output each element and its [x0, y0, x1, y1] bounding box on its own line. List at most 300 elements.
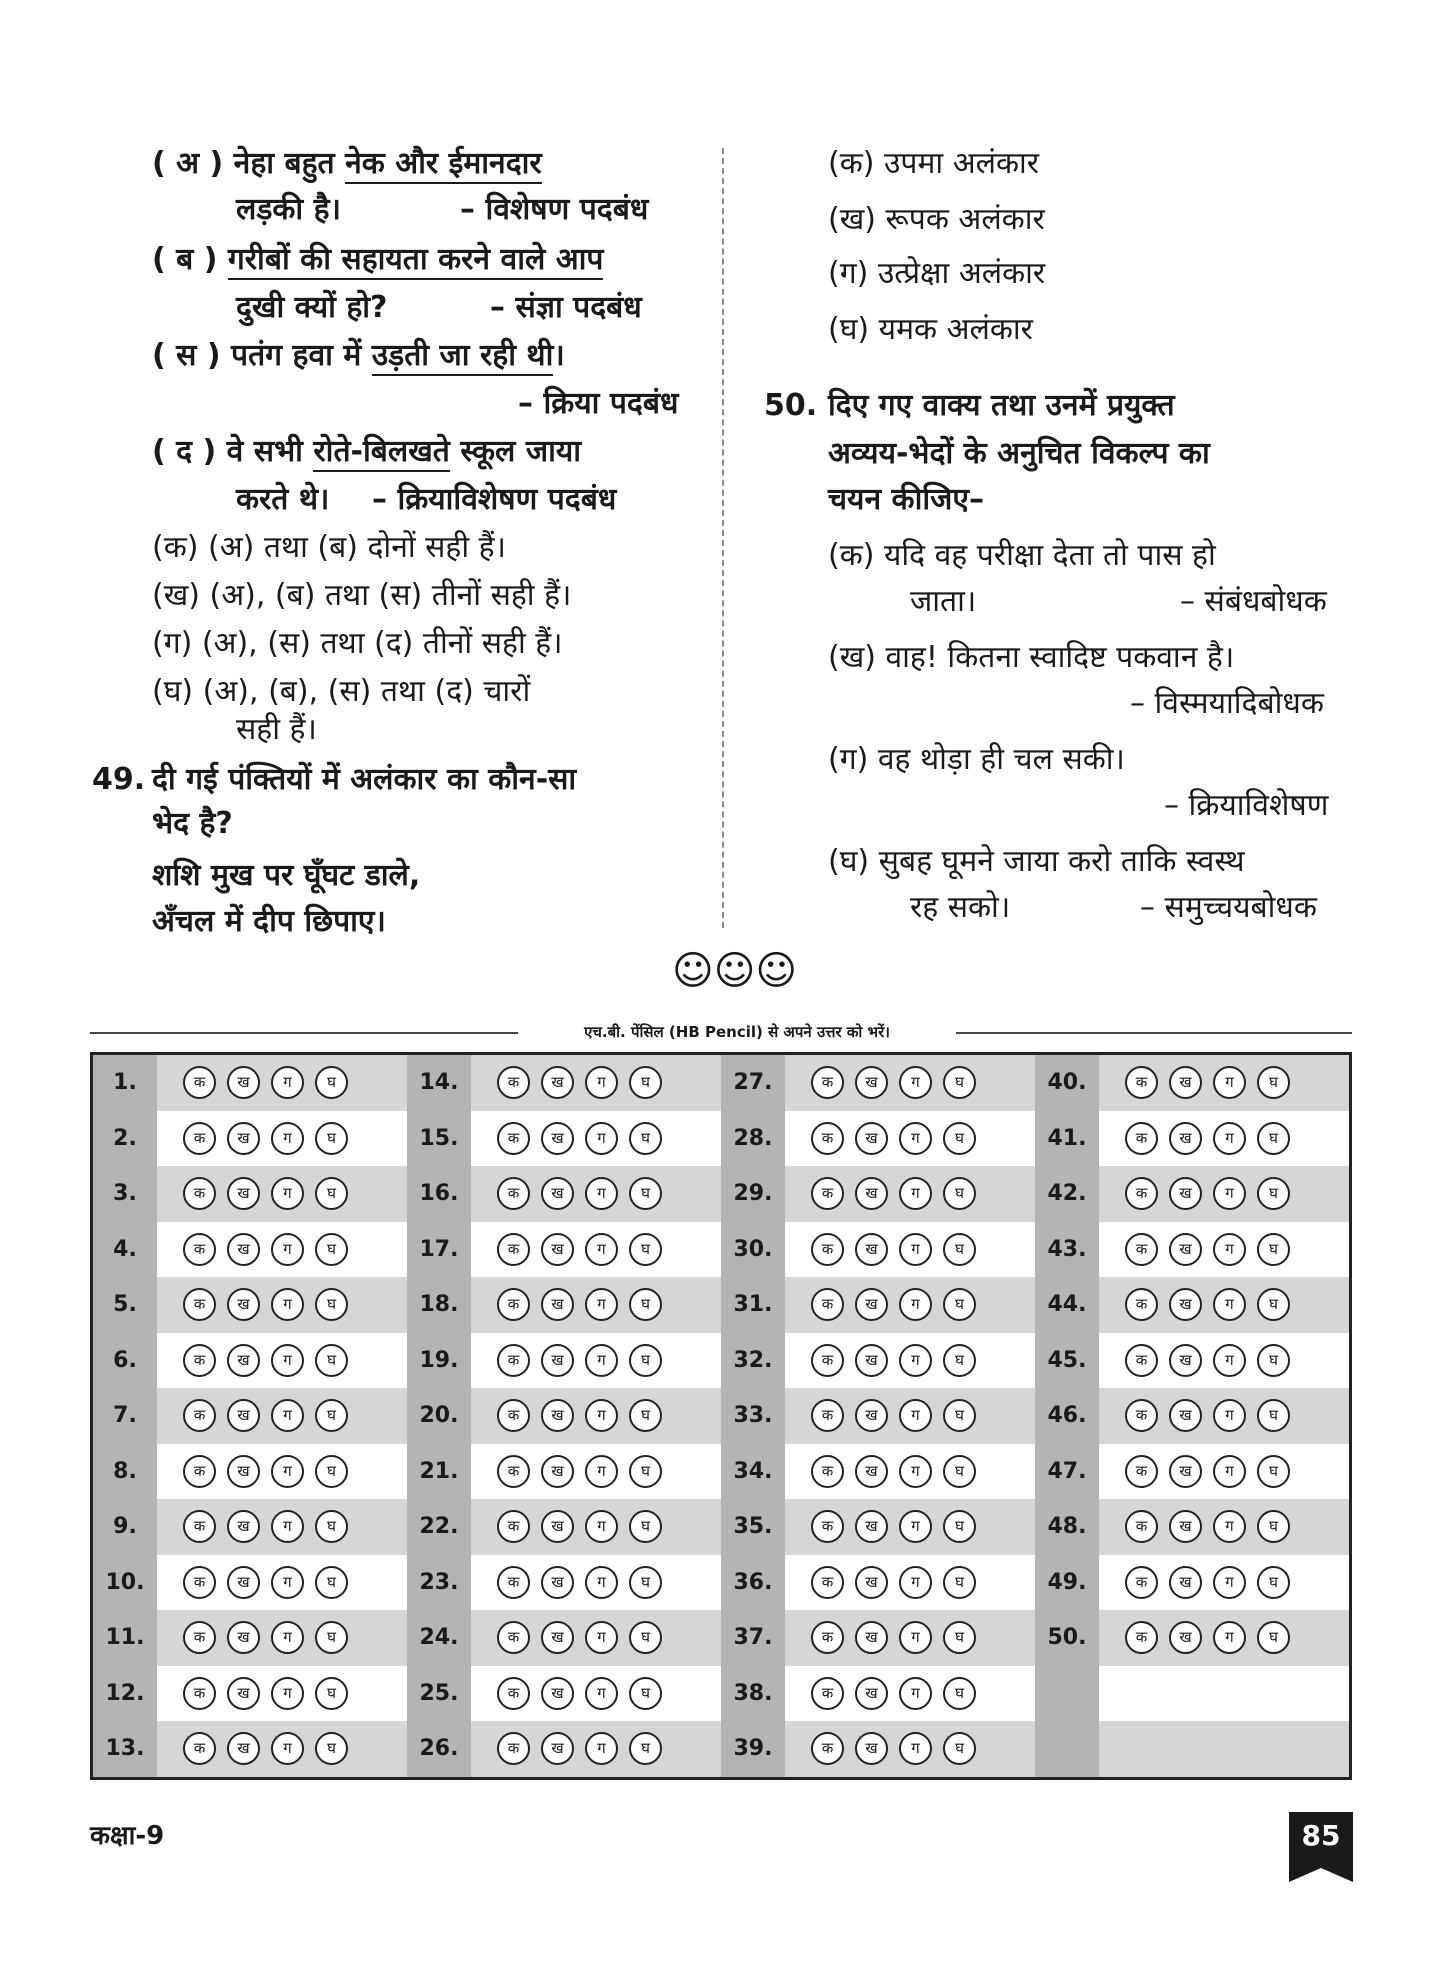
q48-statement-a-line1 [152, 146, 542, 182]
question-number: 20. [419, 1403, 459, 1428]
answer-bubble[interactable]: क [183, 1177, 216, 1210]
answer-bubble[interactable]: क [183, 1621, 216, 1654]
answer-bubble[interactable]: घ [315, 1399, 348, 1432]
answer-bubble[interactable]: ख [227, 1233, 260, 1266]
q48-option-k: (क) (अ) तथा (ब) दोनों सही हैं। [152, 530, 506, 565]
answer-bubble[interactable]: घ [629, 1732, 662, 1765]
answer-bubble[interactable]: ख [1169, 1344, 1202, 1377]
answer-bubble[interactable]: ख [1169, 1177, 1202, 1210]
q50-option-gh-line1: (घ) सुबह घूमने जाया करो ताकि स्वस्थ [828, 844, 1245, 879]
answer-bubble[interactable]: क [497, 1621, 530, 1654]
question-number: 15. [419, 1125, 459, 1151]
q49-question-line1: दी गई पंक्तियों में अलंकार का कौन-सा [152, 762, 577, 797]
answer-bubble[interactable]: ख [855, 1233, 888, 1266]
question-number: 35. [733, 1514, 773, 1539]
question-number: 13. [105, 1736, 145, 1761]
answer-bubble[interactable]: ग [899, 1288, 932, 1321]
answer-bubble[interactable]: ग [1213, 1455, 1246, 1488]
answer-bubble[interactable]: क [811, 1455, 844, 1488]
answer-bubble[interactable]: ख [541, 1455, 574, 1488]
answer-bubble[interactable]: ख [1169, 1621, 1202, 1654]
answer-bubble[interactable]: ख [541, 1344, 574, 1377]
q50-option-g-line1: (ग) वह थोड़ा ही चल सकी। [828, 742, 1125, 777]
q48-statement-d-text: ( द ) वे सभी [152, 434, 314, 469]
answer-bubble[interactable]: क [1125, 1233, 1158, 1266]
answer-bubble[interactable]: ग [585, 1677, 618, 1710]
answer-bubble[interactable]: क [497, 1732, 530, 1765]
answer-bubble[interactable]: ख [1169, 1399, 1202, 1432]
question-number: 46. [1047, 1403, 1087, 1428]
answer-bubble[interactable]: ग [271, 1510, 304, 1543]
answer-bubble[interactable]: ग [899, 1510, 932, 1543]
q50-option-kh-line1: (ख) वाह! कितना स्वादिष्ट पकवान है। [828, 640, 1235, 675]
answer-bubble[interactable]: ग [271, 1288, 304, 1321]
question-number: 3. [113, 1181, 137, 1206]
answer-bubble[interactable]: घ [943, 1288, 976, 1321]
q48-option-g: (ग) (अ), (स) तथा (द) तीनों सही हैं। [152, 626, 563, 661]
answer-bubble[interactable]: ग [585, 1621, 618, 1654]
answer-bubble[interactable]: ग [271, 1621, 304, 1654]
answer-bubble[interactable]: ख [227, 1510, 260, 1543]
answer-bubble[interactable]: क [1125, 1344, 1158, 1377]
question-number: 33. [733, 1403, 773, 1428]
answer-bubble[interactable]: क [811, 1233, 844, 1266]
answer-bubble[interactable]: घ [315, 1732, 348, 1765]
answer-bubble[interactable]: क [811, 1288, 844, 1321]
question-number: 38. [733, 1680, 773, 1706]
answer-bubble[interactable]: घ [1257, 1288, 1290, 1321]
answer-bubble[interactable]: ग [585, 1177, 618, 1210]
answer-bubble[interactable]: क [497, 1344, 530, 1377]
question-number: 47. [1047, 1458, 1087, 1484]
q48-option-kh: (ख) (अ), (ब) तथा (स) तीनों सही हैं। [152, 578, 572, 613]
answer-bubble[interactable]: घ [629, 1455, 662, 1488]
answer-bubble[interactable]: ग [271, 1677, 304, 1710]
answer-bubble[interactable]: घ [315, 1288, 348, 1321]
answer-bubble[interactable]: क [497, 1066, 530, 1099]
answer-bubble[interactable]: घ [629, 1344, 662, 1377]
question-number: 32. [733, 1347, 773, 1373]
answer-bubble[interactable]: क [183, 1732, 216, 1765]
q50-option-k-line2: जाता। [910, 584, 977, 619]
q48-statement-d-rest: स्कूल जाया [449, 434, 582, 469]
q48-statement-b-underlined: गरीबों की सहायता करने वाले आप [228, 242, 604, 280]
answer-bubble[interactable]: घ [943, 1510, 976, 1543]
answer-bubble[interactable]: घ [1257, 1066, 1290, 1099]
q48-statement-a-line2: लड़की है। [236, 192, 341, 227]
answer-bubble[interactable]: क [497, 1566, 530, 1599]
answer-bubble[interactable]: ग [1213, 1566, 1246, 1599]
omr-answer-grid [90, 1052, 1352, 1780]
answer-bubble[interactable]: ख [227, 1066, 260, 1099]
answer-bubble[interactable]: ख [855, 1455, 888, 1488]
answer-bubble[interactable]: क [183, 1399, 216, 1432]
answer-bubble[interactable]: ग [585, 1732, 618, 1765]
answer-bubble[interactable]: घ [943, 1399, 976, 1432]
answer-bubble[interactable]: घ [1257, 1122, 1290, 1155]
question-number: 24. [419, 1625, 459, 1650]
answer-bubble[interactable]: ग [1213, 1122, 1246, 1155]
q49-option-gh: (घ) यमक अलंकार [828, 312, 1033, 347]
answer-bubble[interactable]: ग [271, 1566, 304, 1599]
answer-bubble[interactable]: क [811, 1510, 844, 1543]
answer-bubble[interactable]: घ [943, 1621, 976, 1654]
question-number: 40. [1047, 1070, 1087, 1095]
answer-bubble[interactable]: क [811, 1621, 844, 1654]
answer-bubble[interactable]: क [497, 1455, 530, 1488]
q49-poem-line1: शशि मुख पर घूँघट डाले, [152, 858, 421, 893]
q48-statement-b-label: ( ब ) [152, 242, 228, 277]
q48-option-gh-line1: (घ) (अ), (ब), (स) तथा (द) चारों [152, 674, 531, 709]
answer-bubble[interactable]: क [811, 1177, 844, 1210]
omr-instruction: एच.बी. पेंसिल (HB Pencil) से अपने उत्तर को भरें। [584, 1023, 890, 1041]
answer-bubble[interactable]: क [1125, 1288, 1158, 1321]
q48-statement-d-underlined: रोते-बिलखते [313, 434, 449, 472]
answer-bubble[interactable]: घ [315, 1122, 348, 1155]
answer-bubble[interactable]: ख [541, 1177, 574, 1210]
answer-bubble[interactable]: ख [227, 1344, 260, 1377]
answer-bubble[interactable]: घ [1257, 1233, 1290, 1266]
q48-statement-b-tag: – संज्ञा पदबंध [490, 290, 642, 325]
q48-statement-s-line1 [152, 338, 565, 374]
answer-bubble[interactable]: घ [629, 1677, 662, 1710]
answer-bubble[interactable]: क [497, 1177, 530, 1210]
answer-bubble[interactable]: घ [315, 1621, 348, 1654]
q48-statement-b-line1 [152, 242, 603, 278]
column-divider [722, 148, 724, 928]
answer-bubble[interactable]: ग [271, 1455, 304, 1488]
answer-bubble[interactable]: क [1125, 1566, 1158, 1599]
answer-bubble[interactable]: ख [541, 1233, 574, 1266]
q48-statement-s-end: । [553, 338, 565, 373]
answer-bubble[interactable]: घ [315, 1566, 348, 1599]
answer-bubble[interactable]: ख [855, 1677, 888, 1710]
q48-statement-s-tag: – क्रिया पदबंध [518, 386, 679, 421]
answer-bubble[interactable]: घ [1257, 1177, 1290, 1210]
answer-bubble[interactable]: क [497, 1233, 530, 1266]
q48-statement-d-tag: – क्रियाविशेषण पदबंध [372, 482, 617, 517]
answer-bubble[interactable]: ग [899, 1344, 932, 1377]
q49-option-g: (ग) उत्प्रेक्षा अलंकार [828, 256, 1046, 291]
q48-statement-d-line1 [152, 434, 581, 470]
answer-bubble[interactable]: क [183, 1122, 216, 1155]
q48-statement-a-text: ( अ ) नेहा बहुत [152, 146, 346, 181]
answer-bubble[interactable]: घ [943, 1177, 976, 1210]
q49-number: 49. [92, 762, 146, 797]
answer-bubble[interactable]: ग [585, 1233, 618, 1266]
answer-bubble[interactable]: ख [1169, 1288, 1202, 1321]
answer-bubble[interactable]: क [497, 1399, 530, 1432]
answer-bubble[interactable]: ख [1169, 1566, 1202, 1599]
q48-statement-b-line2: दुखी क्यों हो? [236, 290, 388, 325]
answer-bubble[interactable]: ग [1213, 1177, 1246, 1210]
answer-bubble[interactable]: घ [315, 1510, 348, 1543]
answer-bubble[interactable]: ग [271, 1344, 304, 1377]
question-number: 49. [1047, 1569, 1087, 1595]
answer-bubble[interactable]: घ [315, 1066, 348, 1099]
answer-bubble[interactable]: ख [1169, 1510, 1202, 1543]
answer-bubble[interactable]: घ [629, 1122, 662, 1155]
answer-bubble[interactable]: घ [629, 1566, 662, 1599]
answer-bubble[interactable]: क [1125, 1066, 1158, 1099]
question-number: 6. [113, 1347, 137, 1373]
answer-bubble[interactable]: ख [227, 1288, 260, 1321]
answer-bubble[interactable]: ख [227, 1455, 260, 1488]
answer-bubble[interactable]: ख [855, 1177, 888, 1210]
answer-bubble[interactable]: क [1125, 1399, 1158, 1432]
question-number: 29. [733, 1181, 773, 1206]
q49-option-k: (क) उपमा अलंकार [828, 146, 1040, 181]
answer-bubble[interactable]: ख [227, 1177, 260, 1210]
q49-poem-line2: अँचल में दीप छिपाए। [152, 904, 386, 939]
answer-bubble[interactable]: ख [1169, 1066, 1202, 1099]
answer-bubble[interactable]: ग [1213, 1066, 1246, 1099]
question-number: 4. [113, 1236, 137, 1262]
answer-bubble[interactable]: क [1125, 1455, 1158, 1488]
q48-statement-a-tag: – विशेषण पदबंध [460, 192, 649, 227]
smiley-faces-icon: ☺☺☺ [672, 948, 798, 994]
answer-bubble[interactable]: घ [1257, 1510, 1290, 1543]
page-number: 85 [1301, 1819, 1341, 1852]
question-number: 2. [113, 1125, 137, 1151]
answer-bubble[interactable]: ग [585, 1344, 618, 1377]
answer-bubble[interactable]: ख [227, 1122, 260, 1155]
class-label: कक्षा-9 [90, 1821, 165, 1851]
answer-bubble[interactable]: ख [855, 1399, 888, 1432]
q50-question-line2: अव्यय-भेदों के अनुचित विकल्प का [828, 436, 1210, 471]
answer-bubble[interactable]: ग [271, 1732, 304, 1765]
answer-bubble[interactable]: ख [541, 1066, 574, 1099]
answer-bubble[interactable]: घ [1257, 1566, 1290, 1599]
answer-bubble[interactable]: क [1125, 1177, 1158, 1210]
answer-bubble[interactable]: घ [629, 1621, 662, 1654]
answer-bubble[interactable]: घ [315, 1677, 348, 1710]
answer-bubble[interactable]: ख [541, 1399, 574, 1432]
answer-bubble[interactable]: क [183, 1510, 216, 1543]
answer-bubble[interactable]: क [497, 1288, 530, 1321]
answer-bubble[interactable]: क [497, 1677, 530, 1710]
answer-bubble[interactable]: ग [899, 1177, 932, 1210]
answer-bubble[interactable]: ग [271, 1399, 304, 1432]
question-number: 41. [1047, 1125, 1087, 1151]
q49-option-kh: (ख) रूपक अलंकार [828, 202, 1045, 237]
answer-bubble[interactable]: घ [629, 1510, 662, 1543]
question-number: 45. [1047, 1347, 1087, 1373]
answer-bubble[interactable]: ग [899, 1732, 932, 1765]
answer-bubble[interactable]: ग [899, 1566, 932, 1599]
question-number: 50. [1047, 1625, 1087, 1650]
answer-bubble[interactable]: घ [943, 1455, 976, 1488]
q48-statement-s-underlined: उड़ती जा रही थी [372, 338, 554, 376]
answer-bubble[interactable]: ग [899, 1122, 932, 1155]
q50-question-line1: दिए गए वाक्य तथा उनमें प्रयुक्त [828, 388, 1175, 423]
question-number: 7. [113, 1403, 137, 1428]
answer-bubble[interactable]: ख [541, 1677, 574, 1710]
question-number: 31. [733, 1292, 773, 1317]
q50-option-gh-tag: – समुच्चयबोधक [1140, 890, 1317, 925]
question-number: 9. [113, 1514, 137, 1539]
instruction-rule-left [90, 1032, 518, 1034]
q48-statement-s-text: ( स ) पतंग हवा में [152, 338, 372, 373]
answer-bubble[interactable]: ख [227, 1399, 260, 1432]
question-number: 30. [733, 1236, 773, 1262]
answer-bubble[interactable]: क [183, 1677, 216, 1710]
answer-bubble[interactable]: ख [855, 1122, 888, 1155]
answer-bubble[interactable]: क [811, 1677, 844, 1710]
answer-bubble[interactable]: घ [1257, 1455, 1290, 1488]
instruction-rule-right [956, 1032, 1352, 1034]
answer-bubble[interactable]: ग [585, 1288, 618, 1321]
answer-bubble[interactable]: क [183, 1566, 216, 1599]
answer-bubble[interactable]: ख [1169, 1122, 1202, 1155]
answer-bubble[interactable]: घ [943, 1233, 976, 1266]
answer-bubble[interactable]: ग [899, 1455, 932, 1488]
answer-bubble[interactable]: क [811, 1399, 844, 1432]
answer-bubble[interactable]: घ [1257, 1399, 1290, 1432]
answer-bubble[interactable]: घ [315, 1344, 348, 1377]
answer-bubble[interactable]: ग [271, 1177, 304, 1210]
answer-bubble[interactable]: ग [899, 1233, 932, 1266]
answer-bubble[interactable]: ख [541, 1732, 574, 1765]
question-number: 48. [1047, 1514, 1087, 1539]
answer-bubble[interactable]: क [497, 1510, 530, 1543]
answer-bubble[interactable]: ख [855, 1566, 888, 1599]
answer-bubble[interactable]: ग [271, 1233, 304, 1266]
answer-bubble[interactable]: ख [227, 1621, 260, 1654]
question-number: 14. [419, 1070, 459, 1095]
answer-bubble[interactable]: घ [315, 1233, 348, 1266]
answer-bubble[interactable]: ख [855, 1288, 888, 1321]
q50-option-kh-tag: – विस्मयादिबोधक [1130, 686, 1324, 721]
answer-bubble[interactable]: ग [585, 1455, 618, 1488]
answer-bubble[interactable]: क [183, 1233, 216, 1266]
question-number: 25. [419, 1680, 459, 1706]
answer-bubble[interactable]: घ [1257, 1621, 1290, 1654]
answer-bubble[interactable]: ग [899, 1621, 932, 1654]
question-number: 27. [733, 1070, 773, 1095]
question-number: 11. [105, 1625, 145, 1650]
answer-bubble[interactable]: क [811, 1066, 844, 1099]
question-number: 36. [733, 1569, 773, 1595]
answer-bubble[interactable]: ग [585, 1510, 618, 1543]
answer-bubble[interactable]: घ [943, 1732, 976, 1765]
answer-bubble[interactable]: क [183, 1066, 216, 1099]
answer-bubble[interactable]: घ [1257, 1344, 1290, 1377]
answer-bubble[interactable]: ख [227, 1732, 260, 1765]
answer-bubble[interactable]: ग [271, 1066, 304, 1099]
answer-bubble[interactable]: ग [1213, 1233, 1246, 1266]
answer-bubble[interactable]: क [1125, 1122, 1158, 1155]
answer-bubble[interactable]: क [811, 1344, 844, 1377]
answer-bubble[interactable]: ख [1169, 1233, 1202, 1266]
answer-bubble[interactable]: क [183, 1455, 216, 1488]
q48-statement-a-underlined: नेक और ईमानदार [345, 146, 542, 184]
question-number: 44. [1047, 1292, 1087, 1317]
answer-bubble[interactable]: ख [227, 1566, 260, 1599]
answer-bubble[interactable]: क [1125, 1621, 1158, 1654]
answer-bubble[interactable]: ग [585, 1122, 618, 1155]
answer-bubble[interactable]: क [811, 1122, 844, 1155]
question-number: 37. [733, 1625, 773, 1650]
answer-bubble[interactable]: ख [855, 1732, 888, 1765]
answer-bubble[interactable]: घ [943, 1566, 976, 1599]
answer-bubble[interactable]: घ [629, 1233, 662, 1266]
question-number: 17. [419, 1236, 459, 1262]
question-number: 23. [419, 1569, 459, 1595]
question-number: 16. [419, 1181, 459, 1206]
answer-bubble[interactable]: ग [1213, 1621, 1246, 1654]
answer-bubble[interactable]: ख [227, 1677, 260, 1710]
q50-option-g-tag: – क्रियाविशेषण [1164, 788, 1329, 823]
answer-bubble[interactable]: ग [585, 1566, 618, 1599]
answer-bubble[interactable]: घ [315, 1455, 348, 1488]
answer-bubble[interactable]: क [811, 1732, 844, 1765]
question-number: 18. [419, 1292, 459, 1317]
answer-bubble[interactable]: ख [855, 1621, 888, 1654]
answer-bubble[interactable]: ख [541, 1621, 574, 1654]
answer-bubble[interactable]: ग [899, 1066, 932, 1099]
answer-bubble[interactable]: ख [541, 1288, 574, 1321]
answer-bubble[interactable]: घ [943, 1122, 976, 1155]
answer-bubble[interactable]: क [811, 1566, 844, 1599]
answer-bubble[interactable]: क [183, 1288, 216, 1321]
answer-bubble[interactable]: ख [1169, 1455, 1202, 1488]
answer-bubble[interactable]: घ [629, 1066, 662, 1099]
answer-bubble[interactable]: ख [855, 1066, 888, 1099]
question-number: 39. [733, 1736, 773, 1761]
answer-bubble[interactable]: घ [943, 1344, 976, 1377]
q50-option-k-tag: – संबंधबोधक [1180, 584, 1327, 619]
answer-bubble[interactable]: क [1125, 1510, 1158, 1543]
q50-number: 50. [764, 388, 818, 423]
answer-bubble[interactable]: घ [629, 1177, 662, 1210]
answer-bubble[interactable]: ग [271, 1122, 304, 1155]
answer-bubble[interactable]: ग [585, 1399, 618, 1432]
question-number: 34. [733, 1458, 773, 1484]
q48-option-gh-line2: सही हैं। [236, 712, 317, 747]
answer-bubble[interactable]: घ [943, 1066, 976, 1099]
answer-bubble[interactable]: ग [1213, 1399, 1246, 1432]
answer-bubble[interactable]: ख [855, 1344, 888, 1377]
q48-statement-d-line2: करते थे। [236, 482, 330, 517]
question-number: 26. [419, 1736, 459, 1761]
answer-bubble[interactable]: ख [541, 1566, 574, 1599]
answer-bubble[interactable]: घ [629, 1288, 662, 1321]
question-number: 21. [419, 1458, 459, 1484]
question-number: 19. [419, 1347, 459, 1373]
answer-bubble[interactable]: क [183, 1344, 216, 1377]
answer-bubble[interactable]: घ [629, 1399, 662, 1432]
answer-bubble[interactable]: ग [585, 1066, 618, 1099]
q50-option-gh-line2: रह सको। [910, 890, 1011, 925]
q50-option-k-line1: (क) यदि वह परीक्षा देता तो पास हो [828, 538, 1216, 573]
answer-bubble[interactable]: ख [541, 1122, 574, 1155]
question-number: 10. [105, 1569, 145, 1595]
answer-bubble[interactable]: ख [541, 1510, 574, 1543]
question-number: 42. [1047, 1181, 1087, 1206]
answer-bubble[interactable]: ग [1213, 1288, 1246, 1321]
question-number: 12. [105, 1680, 145, 1706]
answer-bubble[interactable]: ग [1213, 1510, 1246, 1543]
question-number: 22. [419, 1514, 459, 1539]
answer-bubble[interactable]: घ [943, 1677, 976, 1710]
answer-bubble[interactable]: क [497, 1122, 530, 1155]
answer-bubble[interactable]: ग [1213, 1344, 1246, 1377]
answer-bubble[interactable]: ग [899, 1399, 932, 1432]
answer-bubble[interactable]: ग [899, 1677, 932, 1710]
answer-bubble[interactable]: ख [855, 1510, 888, 1543]
answer-bubble[interactable]: घ [315, 1177, 348, 1210]
